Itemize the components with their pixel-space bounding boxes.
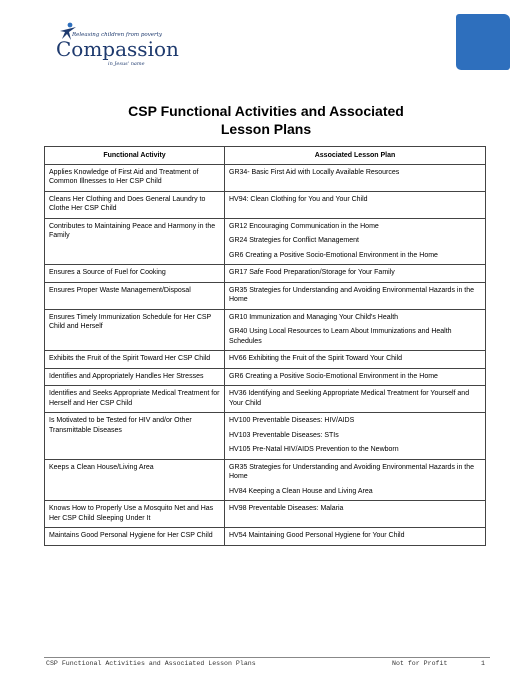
lesson-plan-cell <box>225 164 486 191</box>
logo-tagline: Releasing children from poverty <box>72 32 162 38</box>
lesson-plan-item: HV98 Preventable Diseases: Malaria <box>229 505 344 512</box>
lesson-plan-item: GR24 Strategies for Conflict Management <box>229 237 359 244</box>
table-body <box>45 164 486 545</box>
title-line-2: Lesson Plans <box>220 121 312 137</box>
functional-activity-cell: Cleans Her Clothing and Does General Laundry to Clothe Her CSP Child <box>45 191 225 218</box>
lesson-plan-cell <box>225 351 486 369</box>
compassion-logo <box>50 20 180 70</box>
functional-activity-cell: Knows How to Properly Use a Mosquito Net and Has Her CSP Child Sleeping Under It <box>45 501 225 528</box>
table-row <box>45 368 486 386</box>
lesson-plan-item: GR10 Immunization and Managing Your Child's Health <box>229 313 399 321</box>
lesson-plan-cell <box>225 368 486 386</box>
lesson-plan-item: GR6 Creating a Positive Socio-Emotional Environment in the Home <box>229 372 438 380</box>
lesson-plan-item: HV105 Pre-Natal HIV/AIDS Prevention to the Newborn <box>229 446 399 453</box>
table-row <box>45 459 486 501</box>
table-header-row <box>45 147 486 165</box>
lesson-plan-cell <box>225 265 486 283</box>
table-row <box>45 282 486 309</box>
header-functional-activity: Functional Activity <box>45 147 225 165</box>
table-row <box>45 351 486 369</box>
title-line-1: CSP Functional Activities and Associated <box>128 103 404 119</box>
table-row <box>45 501 486 528</box>
lesson-plan-item: GR35 Strategies for Understanding and Avoiding Environmental Hazards in the Home <box>229 286 475 303</box>
logo-subtitle: in Jesus' name <box>108 61 145 67</box>
table-row <box>45 265 486 283</box>
lesson-plan-item: HV36 Identifying and Seeking Appropriate Medical Treatment for Yourself and Your Child <box>229 390 470 407</box>
functional-activity-cell: Maintains Good Personal Hygiene for Her CSP Child <box>45 528 225 546</box>
functional-activity-cell: Identifies and Seeks Appropriate Medical Treatment for Herself and Her CSP Child <box>45 386 225 413</box>
lesson-plan-item: GR17 Safe Food Preparation/Storage for Your Family <box>229 269 395 276</box>
lesson-plan-cell <box>225 413 486 460</box>
table-row <box>45 191 486 218</box>
functional-activity-cell: Ensures Timely Immunization Schedule for Her CSP Child and Herself <box>45 309 225 351</box>
lesson-plan-item: GR6 Creating a Positive Socio-Emotional Environment in the Home <box>229 251 438 259</box>
table-row <box>45 164 486 191</box>
lesson-plan-cell <box>225 282 486 309</box>
lesson-plan-item: GR34- Basic First Aid with Locally Available Resources <box>229 168 400 176</box>
functional-activity-cell: Applies Knowledge of First Aid and Treatment of Common Illnesses to Her CSP Child <box>45 164 225 191</box>
functional-activity-cell: Keeps a Clean House/Living Area <box>45 459 225 501</box>
lesson-plan-item: HV84 Keeping a Clean House and Living Area <box>229 487 373 495</box>
page-title <box>0 102 532 138</box>
footer-document-title: CSP Functional Activities and Associated Lesson Plans <box>46 660 256 667</box>
logo-brand: Compassion <box>56 37 179 61</box>
blue-decorative-block <box>456 14 510 70</box>
footer-page-number: 1 <box>481 660 485 667</box>
lesson-plan-item: HV100 Preventable Diseases: HIV/AIDS <box>229 417 355 424</box>
table-row <box>45 413 486 460</box>
lesson-plan-item: GR40 Using Local Resources to Learn About Immunizations and Health Schedules <box>229 328 452 345</box>
table-row <box>45 386 486 413</box>
lesson-plan-table <box>44 146 486 546</box>
lesson-plan-item: GR12 Encouraging Communication in the Home <box>229 222 379 230</box>
table-row <box>45 528 486 546</box>
lesson-plan-item: GR35 Strategies for Understanding and Avoiding Environmental Hazards in the Home <box>229 463 475 480</box>
lesson-plan-item: HV54 Maintaining Good Personal Hygiene for Your Child <box>229 532 405 539</box>
header-associated-lesson-plan: Associated Lesson Plan <box>225 147 486 165</box>
lesson-plan-cell <box>225 191 486 218</box>
table-row <box>45 309 486 351</box>
lesson-plan-cell <box>225 501 486 528</box>
functional-activity-cell: Ensures Proper Waste Management/Disposal <box>45 282 225 309</box>
functional-activity-cell: Ensures a Source of Fuel for Cooking <box>45 265 225 283</box>
lesson-plan-cell <box>225 459 486 501</box>
functional-activity-cell: Identifies and Appropriately Handles Her Stresses <box>45 368 225 386</box>
table-row <box>45 218 486 265</box>
functional-activity-cell: Contributes to Maintaining Peace and Harmony in the Family <box>45 218 225 265</box>
lesson-plan-cell <box>225 528 486 546</box>
functional-activity-cell: Exhibits the Fruit of the Spirit Toward Her CSP Child <box>45 351 225 369</box>
lesson-plan-item: HV103 Preventable Diseases: STIs <box>229 431 339 439</box>
lesson-plan-cell <box>225 218 486 265</box>
lesson-plan-cell <box>225 386 486 413</box>
footer-divider <box>44 657 490 658</box>
lesson-plan-item: HV94: Clean Clothing for You and Your Child <box>229 195 368 203</box>
lesson-plan-item: HV66 Exhibiting the Fruit of the Spirit Toward Your Child <box>229 355 403 362</box>
lesson-plan-cell <box>225 309 486 351</box>
functional-activity-cell: Is Motivated to be Tested for HIV and/or Other Transmittable Diseases <box>45 413 225 460</box>
footer-status: Not for Profit <box>392 660 448 667</box>
